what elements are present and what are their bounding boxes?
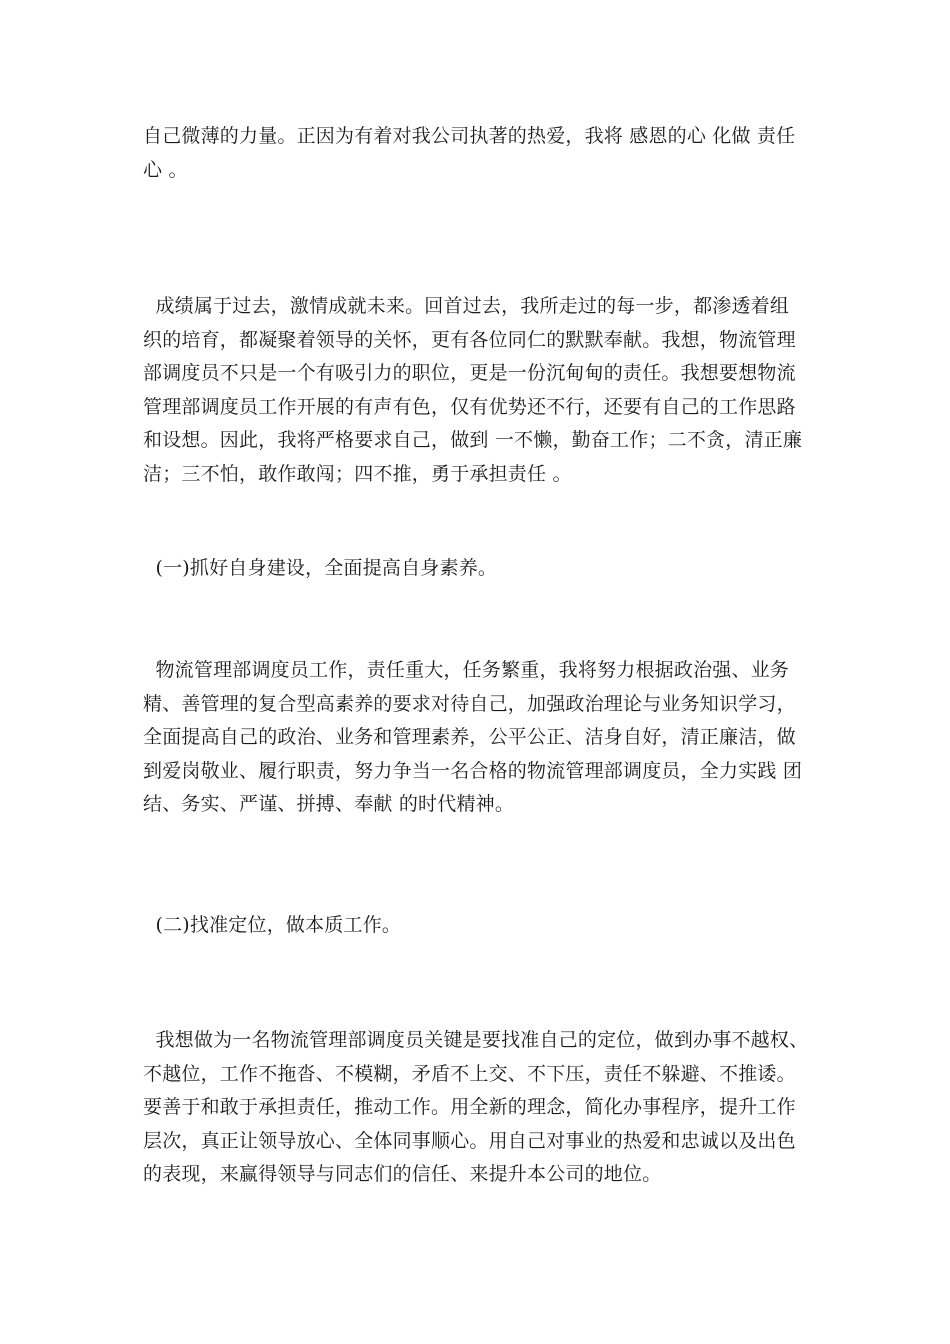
paragraph-3 [143, 654, 808, 822]
text-line: 精、善管理的复合型高素养的要求对待自己，加强政治理论与业务知识学习， [143, 692, 796, 715]
text-line: 全面提高自己的政治、业务和管理素养，公平公正、洁身自好，清正廉洁，做 [143, 726, 796, 748]
text-line: 不越位，工作不拖沓、不模糊，矛盾不上交、不下压，责任不躲避、不推诿。 [143, 1062, 796, 1085]
text-line: 和设想。因此，我将严格要求自己，做到 一不懒，勤奋工作；二不贪，清正廉 [143, 429, 803, 451]
text-line: 要善于和敢于承担责任，推动工作。用全新的理念，简化办事程序，提升工作 [143, 1096, 796, 1118]
text-line: 成绩属于过去，激情成就未来。回首过去，我所走过的每一步，都渗透着组 [143, 295, 790, 317]
text-line: 洁；三不怕，敢作敢闯；四不推，勇于承担责任 。 [143, 462, 572, 485]
text-line: 自己微薄的力量。正因为有着对我公司执著的热爱，我将 感恩的心 化做 责任 [143, 125, 796, 147]
text-line: 层次，真正让领导放心、全体同事顺心。用自己对事业的热爱和忠诚以及出色 [143, 1129, 796, 1152]
text-line: 结、务实、严谨、拼搏、奉献 的时代精神。 [143, 793, 515, 815]
text-line: 物流管理部调度员工作，责任重大，任务繁重，我将努力根据政治强、业务 [143, 659, 790, 681]
heading-line: (一)抓好自身建设，全面提高自身素养。 [143, 557, 498, 579]
text-line: 我想做为一名物流管理部调度员关键是要找准自己的定位，做到办事不越权、 [143, 1029, 809, 1051]
heading-line: (二)找准定位，做本质工作。 [143, 914, 402, 936]
text-line: 织的培育，都凝聚着领导的关怀，更有各位同仁的默默奉献。我想，物流管理 [143, 328, 796, 351]
text-line: 心 。 [143, 158, 188, 181]
paragraph-2 [143, 290, 808, 491]
text-line: 到爱岗敬业、履行职责，努力争当一名合格的物流管理部调度员，全力实践 团 [143, 759, 803, 782]
text-line: 管理部调度员工作开展的有声有色，仅有优势还不行，还要有自己的工作思路 [143, 395, 796, 418]
section-heading-2 [143, 909, 808, 943]
text-line: 的表现，来赢得领导与同志们的信任、来提升本公司的地位。 [143, 1163, 662, 1185]
paragraph-4 [143, 1024, 808, 1192]
section-heading-1 [143, 552, 808, 586]
paragraph-1 [143, 120, 808, 187]
text-line: 部调度员不只是一个有吸引力的职位，更是一份沉甸甸的责任。我想要想物流 [143, 362, 796, 384]
